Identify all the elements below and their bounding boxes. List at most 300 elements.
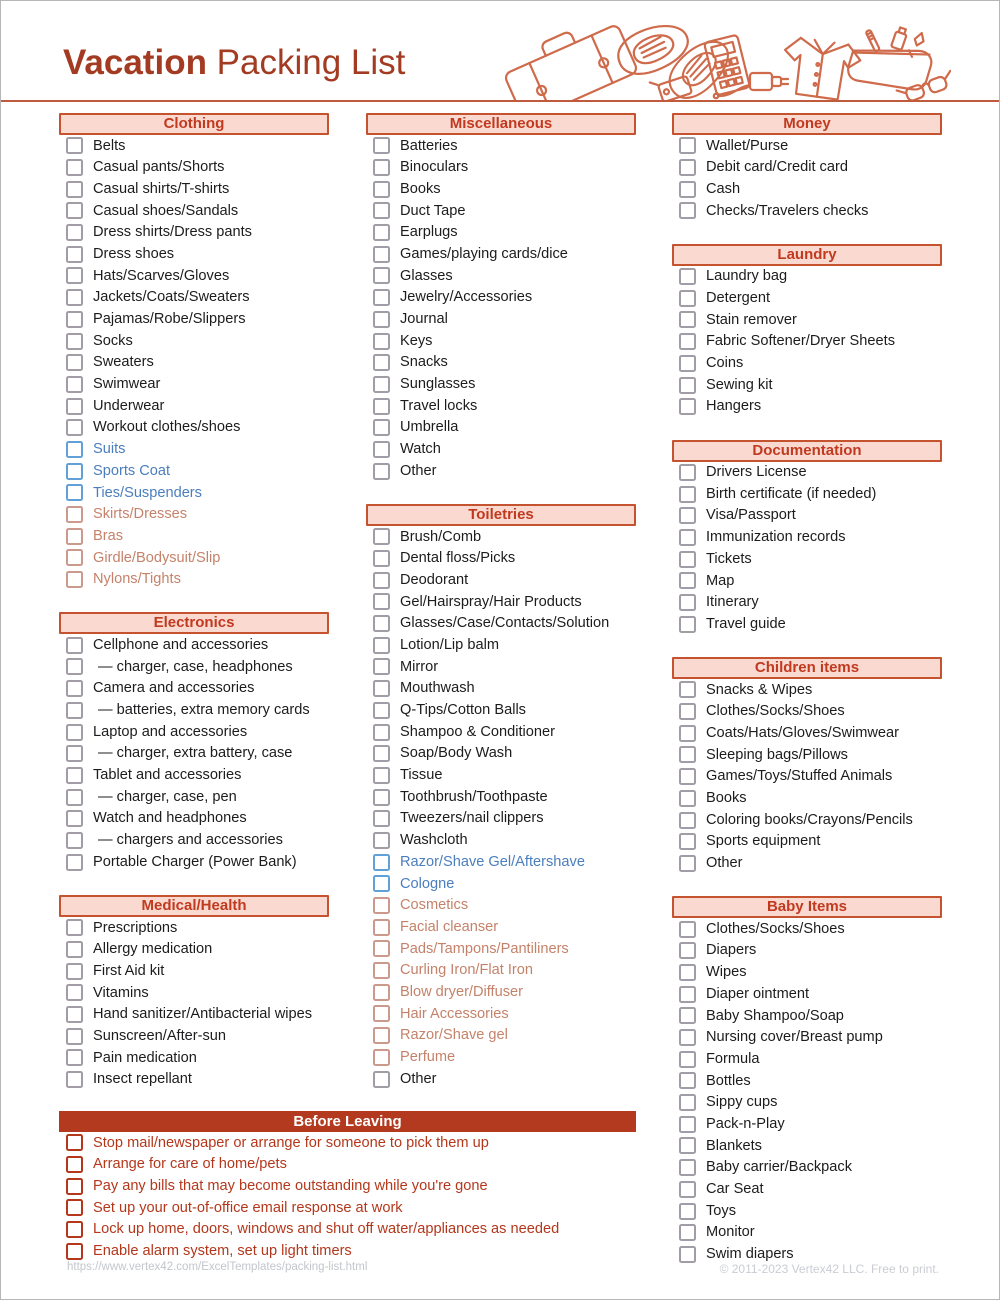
- item-label: Other: [400, 1070, 437, 1087]
- item-label: Blow dryer/Diffuser: [400, 983, 524, 1000]
- item-label: Birth certificate (if needed): [706, 485, 877, 502]
- checklist-item: [59, 395, 329, 417]
- checkbox[interactable]: [373, 550, 390, 567]
- checklist-item: [59, 157, 329, 179]
- checkbox[interactable]: [66, 1221, 83, 1238]
- checklist-item: [366, 1047, 636, 1069]
- checkbox[interactable]: [373, 702, 390, 719]
- checkbox[interactable]: [66, 637, 83, 654]
- checklist-item: [672, 701, 942, 723]
- checkbox[interactable]: [373, 680, 390, 697]
- checklist-item: [672, 483, 942, 505]
- checkbox[interactable]: [66, 919, 83, 936]
- item-label: Prescriptions: [93, 919, 178, 936]
- item-label: Nursing cover/Breast pump: [706, 1029, 883, 1046]
- checklist-item: [366, 417, 636, 439]
- item-label: Tablet and accessories: [93, 767, 242, 784]
- checklist-item: [672, 396, 942, 418]
- checklist-item: [366, 374, 636, 396]
- item-label: Games/Toys/Stuffed Animals: [706, 768, 893, 785]
- checkbox[interactable]: [679, 616, 696, 633]
- item-label: Insect repellant: [93, 1071, 192, 1088]
- checkbox[interactable]: [679, 1116, 696, 1133]
- checklist-item: [366, 700, 636, 722]
- item-label: Hair Accessories: [400, 1005, 509, 1022]
- checklist-item: [366, 830, 636, 852]
- checkbox[interactable]: [679, 507, 696, 524]
- footer-copyright: © 2011-2023 Vertex42 LLC. Free to print.: [719, 1262, 939, 1276]
- checkbox[interactable]: [373, 940, 390, 957]
- checkbox[interactable]: [679, 1224, 696, 1241]
- checkbox[interactable]: [679, 1051, 696, 1068]
- checklist-item: [672, 1157, 942, 1179]
- checklist-item: [366, 178, 636, 200]
- item-label: Underwear: [93, 397, 165, 414]
- item-label: Shampoo & Conditioner: [400, 723, 555, 740]
- checklist-item: [672, 613, 942, 635]
- item-label: Blankets: [706, 1137, 762, 1154]
- item-label: Ties/Suspenders: [93, 484, 202, 501]
- checklist-item: [672, 962, 942, 984]
- checklist-item: [672, 374, 942, 396]
- checkbox[interactable]: [66, 1199, 83, 1216]
- item-label: Cologne: [400, 875, 455, 892]
- checklist-item: [59, 1154, 636, 1176]
- checkbox[interactable]: [66, 202, 83, 219]
- checklist-item: [672, 722, 942, 744]
- checkbox[interactable]: [679, 1203, 696, 1220]
- checklist-item: [59, 939, 329, 961]
- checkbox[interactable]: [373, 159, 390, 176]
- checklist-item: [59, 178, 329, 200]
- item-label: Swim diapers: [706, 1246, 794, 1263]
- checkbox[interactable]: [66, 376, 83, 393]
- checkbox[interactable]: [373, 832, 390, 849]
- checklist-item: [672, 527, 942, 549]
- section-money: [672, 113, 942, 222]
- checkbox[interactable]: [679, 768, 696, 785]
- checklist-item: [672, 1005, 942, 1027]
- checklist-item: [672, 1113, 942, 1135]
- section-before-leaving: [59, 1111, 636, 1262]
- item-label: Sunglasses: [400, 376, 476, 393]
- checklist-item: [366, 309, 636, 331]
- section-header-electronics: Electronics: [59, 612, 329, 634]
- item-label: Dress shoes: [93, 245, 175, 262]
- checkbox[interactable]: [66, 549, 83, 566]
- checklist-item: [59, 700, 329, 722]
- item-label: Washcloth: [400, 832, 468, 849]
- item-label: Coins: [706, 355, 744, 372]
- checklist-item: [59, 200, 329, 222]
- item-label: Diaper ointment: [706, 985, 810, 1002]
- checkbox[interactable]: [679, 572, 696, 589]
- checklist-item: [366, 721, 636, 743]
- item-label: Snacks & Wipes: [706, 681, 813, 698]
- checkbox[interactable]: [373, 810, 390, 827]
- checkbox[interactable]: [373, 137, 390, 154]
- checklist-item: [672, 1027, 942, 1049]
- checkbox[interactable]: [679, 268, 696, 285]
- checklist-item: [59, 135, 329, 157]
- item-label: Journal: [400, 311, 448, 328]
- checkbox[interactable]: [373, 181, 390, 198]
- checklist-item: [59, 634, 329, 656]
- sneaker-icon: [612, 15, 695, 83]
- item-label: Detergent: [706, 289, 771, 306]
- checkbox[interactable]: [66, 767, 83, 784]
- item-label: Sports Coat: [93, 462, 171, 479]
- checkbox[interactable]: [679, 529, 696, 546]
- checklist-item: [59, 1047, 329, 1069]
- checkbox[interactable]: [66, 1028, 83, 1045]
- checkbox[interactable]: [679, 594, 696, 611]
- checklist-item: [672, 200, 942, 222]
- checkbox[interactable]: [679, 137, 696, 154]
- checkbox[interactable]: [373, 962, 390, 979]
- checkbox[interactable]: [373, 1049, 390, 1066]
- checkbox[interactable]: [679, 464, 696, 481]
- checkbox[interactable]: [679, 377, 696, 394]
- section-header-before-leaving: Before Leaving: [59, 1111, 636, 1132]
- checkbox[interactable]: [373, 267, 390, 284]
- checklist-item: [59, 1132, 636, 1154]
- checkbox[interactable]: [66, 463, 83, 480]
- checkbox[interactable]: [373, 919, 390, 936]
- checkbox[interactable]: [373, 1071, 390, 1088]
- item-label: Pain medication: [93, 1049, 197, 1066]
- checkbox[interactable]: [679, 1181, 696, 1198]
- checkbox[interactable]: [679, 486, 696, 503]
- checkbox[interactable]: [373, 789, 390, 806]
- checkbox[interactable]: [66, 484, 83, 501]
- checkbox[interactable]: [373, 615, 390, 632]
- checkbox[interactable]: [66, 246, 83, 263]
- checkbox[interactable]: [679, 1246, 696, 1263]
- checkbox[interactable]: [679, 703, 696, 720]
- checkbox[interactable]: [66, 745, 83, 762]
- checkbox[interactable]: [679, 921, 696, 938]
- section-header-baby-items: Baby Items: [672, 896, 942, 918]
- checkbox[interactable]: [66, 267, 83, 284]
- checklist-item: [59, 504, 329, 526]
- checklist-item: [672, 940, 942, 962]
- checkbox[interactable]: [66, 1049, 83, 1066]
- checkbox[interactable]: [679, 986, 696, 1003]
- item-label: First Aid kit: [93, 962, 165, 979]
- item-label: Coloring books/Crayons/Pencils: [706, 811, 913, 828]
- checkbox[interactable]: [679, 942, 696, 959]
- item-label: Lock up home, doors, windows and shut off water/appliances as needed: [93, 1221, 560, 1238]
- checklist-item: [672, 1135, 942, 1157]
- checkbox[interactable]: [679, 333, 696, 350]
- checkbox[interactable]: [66, 658, 83, 675]
- item-label: Travel locks: [400, 397, 478, 414]
- checkbox[interactable]: [373, 419, 390, 436]
- checkbox[interactable]: [679, 812, 696, 829]
- checkbox[interactable]: [679, 1094, 696, 1111]
- checklist-item: [59, 352, 329, 374]
- page-title: [63, 43, 405, 83]
- checklist-item: [672, 1200, 942, 1222]
- item-label: Soap/Body Wash: [400, 745, 513, 762]
- item-label: Facial cleanser: [400, 918, 499, 935]
- page-title-bold: Vacation: [63, 43, 207, 82]
- shirt-icon: [779, 36, 862, 101]
- checkbox[interactable]: [679, 725, 696, 742]
- item-label: Q-Tips/Cotton Balls: [400, 702, 526, 719]
- checkbox[interactable]: [66, 137, 83, 154]
- checkbox[interactable]: [679, 159, 696, 176]
- checklist-item: [366, 439, 636, 461]
- checklist-item: [59, 960, 329, 982]
- column-left: [59, 113, 329, 1113]
- checkbox[interactable]: [679, 311, 696, 328]
- checkbox[interactable]: [679, 290, 696, 307]
- checklist-item: [366, 1068, 636, 1090]
- checkbox[interactable]: [66, 441, 83, 458]
- checkbox[interactable]: [373, 463, 390, 480]
- checkbox[interactable]: [373, 224, 390, 241]
- item-label: Tissue: [400, 767, 443, 784]
- checkbox[interactable]: [373, 354, 390, 371]
- item-label: Formula: [706, 1050, 760, 1067]
- checkbox[interactable]: [66, 506, 83, 523]
- item-label: Cellphone and accessories: [93, 636, 269, 653]
- checkbox[interactable]: [373, 202, 390, 219]
- checkbox[interactable]: [373, 745, 390, 762]
- checkbox[interactable]: [66, 963, 83, 980]
- checkbox[interactable]: [66, 984, 83, 1001]
- checkbox[interactable]: [373, 376, 390, 393]
- checklist-item: [366, 786, 636, 808]
- checklist-item: [59, 439, 329, 461]
- column-right: [672, 113, 942, 1287]
- checkbox[interactable]: [66, 1243, 83, 1260]
- checkbox[interactable]: [66, 854, 83, 871]
- section-medical-health: [59, 895, 329, 1091]
- checkbox[interactable]: [66, 789, 83, 806]
- checkbox[interactable]: [679, 746, 696, 763]
- checkbox[interactable]: [66, 1134, 83, 1151]
- item-label: Skirts/Dresses: [93, 506, 188, 523]
- item-label: Vitamins: [93, 984, 149, 1001]
- checkbox[interactable]: [66, 289, 83, 306]
- checklist-item: [59, 374, 329, 396]
- checkbox[interactable]: [373, 333, 390, 350]
- checkbox[interactable]: [679, 398, 696, 415]
- checklist-item: [366, 960, 636, 982]
- item-label: Workout clothes/shoes: [93, 419, 241, 436]
- checkbox[interactable]: [373, 398, 390, 415]
- checkbox[interactable]: [373, 311, 390, 328]
- checkbox[interactable]: [373, 984, 390, 1001]
- item-label: Other: [706, 855, 743, 872]
- checkbox[interactable]: [66, 1156, 83, 1173]
- checkbox[interactable]: [373, 593, 390, 610]
- checkbox[interactable]: [679, 790, 696, 807]
- checkbox[interactable]: [373, 441, 390, 458]
- item-label: Razor/Shave Gel/Aftershave: [400, 853, 585, 870]
- checklist-item: [59, 765, 329, 787]
- item-label: Girdle/Bodysuit/Slip: [93, 549, 221, 566]
- checkbox[interactable]: [679, 964, 696, 981]
- item-label: Enable alarm system, set up light timers: [93, 1242, 352, 1259]
- checklist-item: [59, 287, 329, 309]
- checkbox[interactable]: [373, 637, 390, 654]
- checklist-item: [59, 222, 329, 244]
- checklist-item: [366, 656, 636, 678]
- section-baby-items: [672, 896, 942, 1265]
- checkbox[interactable]: [679, 855, 696, 872]
- item-label: Pajamas/Robe/Slippers: [93, 311, 246, 328]
- item-label: Fabric Softener/Dryer Sheets: [706, 333, 895, 350]
- checkbox[interactable]: [679, 1029, 696, 1046]
- checklist-item: [366, 1003, 636, 1025]
- checkbox[interactable]: [679, 681, 696, 698]
- item-label: Allergy medication: [93, 941, 213, 958]
- checklist-item: [59, 1219, 636, 1241]
- section-header-medical-health: Medical/Health: [59, 895, 329, 917]
- checkbox[interactable]: [66, 159, 83, 176]
- checklist-item: [59, 417, 329, 439]
- checklist-item: [59, 917, 329, 939]
- section-header-clothing: Clothing: [59, 113, 329, 135]
- section-header-documentation: Documentation: [672, 440, 942, 462]
- checkbox[interactable]: [66, 571, 83, 588]
- item-label: Razor/Shave gel: [400, 1027, 508, 1044]
- item-label: Lotion/Lip balm: [400, 636, 499, 653]
- checklist-item: [59, 482, 329, 504]
- checkbox[interactable]: [373, 875, 390, 892]
- checkbox[interactable]: [679, 355, 696, 372]
- checklist-item: [366, 634, 636, 656]
- section-header-children-items: Children items: [672, 657, 942, 679]
- checklist-item: [672, 505, 942, 527]
- checkbox[interactable]: [679, 833, 696, 850]
- checkbox[interactable]: [66, 528, 83, 545]
- checkbox[interactable]: [373, 767, 390, 784]
- checkbox[interactable]: [373, 724, 390, 741]
- checkbox[interactable]: [66, 832, 83, 849]
- checkbox[interactable]: [373, 246, 390, 263]
- item-label: Dress shirts/Dress pants: [93, 224, 252, 241]
- item-label: Suits: [93, 441, 126, 458]
- item-label: Dental floss/Picks: [400, 550, 516, 567]
- checklist-item: [59, 309, 329, 331]
- item-label: — charger, case, pen: [98, 788, 237, 805]
- checkbox[interactable]: [66, 702, 83, 719]
- item-label: Hangers: [706, 398, 762, 415]
- checkbox[interactable]: [679, 202, 696, 219]
- item-label: Toothbrush/Toothpaste: [400, 788, 548, 805]
- checklist-item: [366, 916, 636, 938]
- checkbox[interactable]: [66, 398, 83, 415]
- checkbox[interactable]: [679, 1072, 696, 1089]
- checkbox[interactable]: [373, 854, 390, 871]
- item-label: Watch: [400, 441, 441, 458]
- item-label: Clothes/Socks/Shoes: [706, 703, 845, 720]
- checkbox[interactable]: [373, 528, 390, 545]
- checkbox[interactable]: [66, 680, 83, 697]
- checklist-item: [672, 548, 942, 570]
- checklist-item: [59, 721, 329, 743]
- item-label: — batteries, extra memory cards: [98, 702, 310, 719]
- section-laundry: [672, 244, 942, 418]
- checkbox[interactable]: [679, 181, 696, 198]
- item-label: Camera and accessories: [93, 680, 255, 697]
- checkbox[interactable]: [66, 1178, 83, 1195]
- item-label: Sunscreen/After-sun: [93, 1027, 227, 1044]
- checkbox[interactable]: [66, 354, 83, 371]
- checklist-item: [366, 287, 636, 309]
- checkbox[interactable]: [66, 1071, 83, 1088]
- checkbox[interactable]: [66, 311, 83, 328]
- checkbox[interactable]: [66, 419, 83, 436]
- item-label: Monitor: [706, 1224, 755, 1241]
- checklist-item: [672, 1179, 942, 1201]
- checkbox[interactable]: [66, 181, 83, 198]
- page-title-rest: Packing List: [206, 43, 406, 82]
- checklist-item: [59, 1175, 636, 1197]
- checkbox[interactable]: [66, 1006, 83, 1023]
- checkbox[interactable]: [679, 1137, 696, 1154]
- item-label: Sleeping bags/Pillows: [706, 746, 848, 763]
- checkbox[interactable]: [679, 1007, 696, 1024]
- checklist-item: [366, 526, 636, 548]
- checkbox[interactable]: [373, 572, 390, 589]
- checklist-item: [672, 1070, 942, 1092]
- checklist-item: [672, 1092, 942, 1114]
- checkbox[interactable]: [373, 1027, 390, 1044]
- checkbox[interactable]: [66, 724, 83, 741]
- checklist-item: [59, 1197, 636, 1219]
- checkbox[interactable]: [373, 1005, 390, 1022]
- item-label: Cash: [706, 180, 741, 197]
- item-label: Travel guide: [706, 615, 786, 632]
- checklist-item: [672, 287, 942, 309]
- checkbox[interactable]: [66, 224, 83, 241]
- checkbox[interactable]: [373, 658, 390, 675]
- checklist-item: [366, 330, 636, 352]
- checkbox[interactable]: [373, 897, 390, 914]
- item-label: Hats/Scarves/Gloves: [93, 267, 230, 284]
- checklist-item: [59, 830, 329, 852]
- checklist-item: [366, 200, 636, 222]
- checkbox[interactable]: [679, 551, 696, 568]
- checklist-item: [59, 808, 329, 830]
- header-divider: [1, 100, 999, 102]
- item-label: Laptop and accessories: [93, 723, 248, 740]
- checkbox[interactable]: [66, 941, 83, 958]
- section-header-toiletries: Toiletries: [366, 504, 636, 526]
- checklist-item: [672, 679, 942, 701]
- checkbox[interactable]: [373, 289, 390, 306]
- checkbox[interactable]: [679, 1159, 696, 1176]
- item-label: Drivers License: [706, 464, 807, 481]
- checklist-item: [59, 243, 329, 265]
- checklist-item: [366, 938, 636, 960]
- item-label: Umbrella: [400, 419, 459, 436]
- checkbox[interactable]: [66, 333, 83, 350]
- item-label: Nylons/Tights: [93, 571, 181, 588]
- checklist-item: [672, 266, 942, 288]
- checklist-item: [59, 265, 329, 287]
- checkbox[interactable]: [66, 810, 83, 827]
- checklist-item: [59, 569, 329, 591]
- item-label: Pads/Tampons/Pantiliners: [400, 940, 569, 957]
- checklist-item: [366, 678, 636, 700]
